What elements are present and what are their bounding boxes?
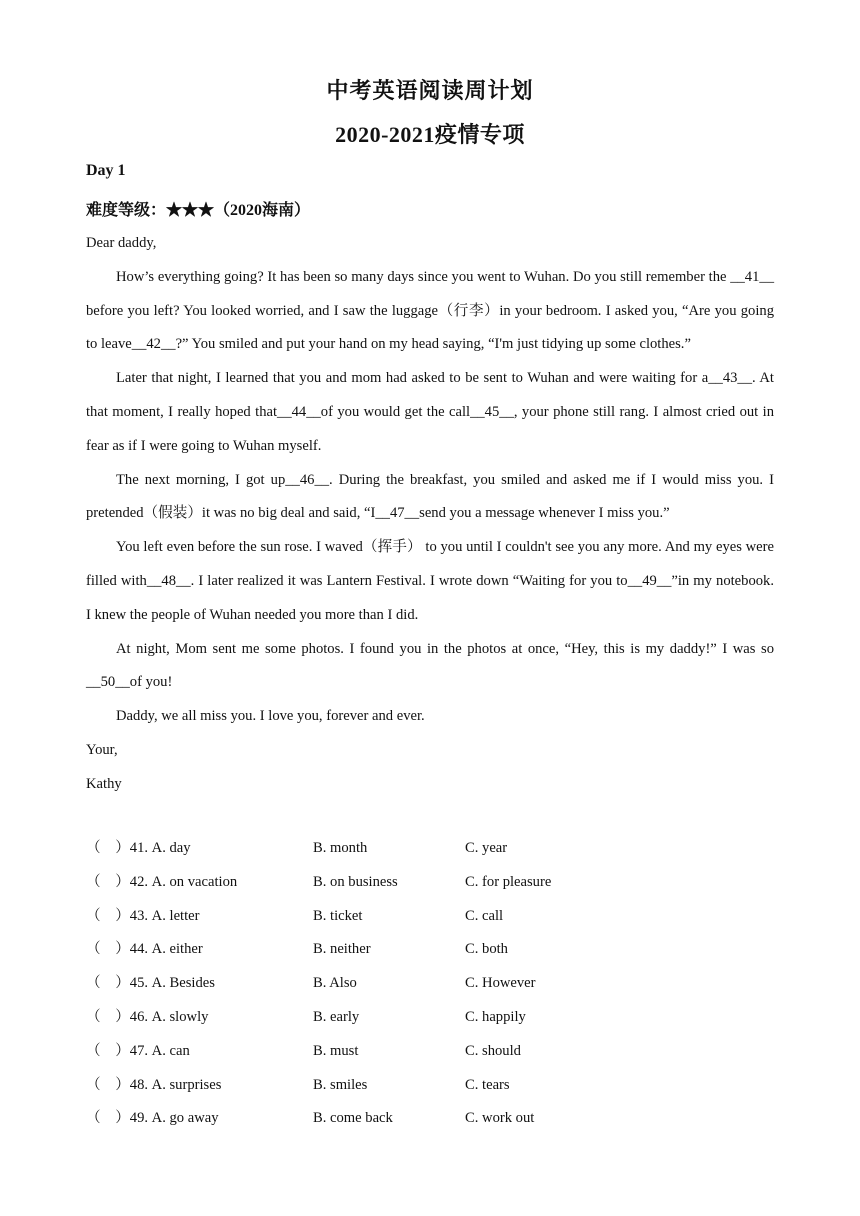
option-c: C. call: [465, 907, 504, 924]
letter-paragraph: Daddy, we all miss you. I love you, forever and ever.: [116, 708, 425, 725]
option-row-46: [86, 1001, 786, 1035]
difficulty-level: 难度等级：★★★（2020海南）: [86, 202, 311, 219]
letter-paragraph: How’s everything going? It has been so many days since you went to Wuhan. Do you still remember the __41__ before you left? You looked worried, and I saw the luggage（行李）in your bedroom. I asked you, “Are you going to leave__42__?” You smiled and put your hand on my head saying, “I'm just tidying up some clothes.”: [86, 268, 774, 353]
option-b: B. smiles: [313, 1076, 368, 1093]
option-b: B. on business: [313, 873, 398, 890]
option-a: （ ）41. A. day: [86, 840, 191, 856]
option-a: （ ）42. A. on vacation: [86, 873, 238, 890]
option-row-47: [86, 1035, 786, 1069]
option-row-45: [86, 967, 786, 1001]
option-c: C. happily: [465, 1008, 526, 1025]
option-row-48: [86, 1069, 786, 1103]
answer-options: [86, 832, 786, 1136]
option-row-49: [86, 1102, 786, 1136]
option-b: B. must: [313, 1042, 359, 1059]
option-a: （ ）43. A. letter: [86, 907, 200, 924]
option-c: C. both: [465, 941, 508, 958]
option-c: C. for pleasure: [465, 873, 552, 890]
letter-closing: Your,: [86, 741, 118, 758]
letter-paragraph: Later that night, I learned that you and mom had asked to be sent to Wuhan and were waiting for a__43__. At that moment, I really hoped that__44__of you would get the call__45__, your phone still rang. I almost cried out in fear as if I were going to Wuhan myself.: [86, 370, 774, 454]
option-c: C. tears: [465, 1076, 510, 1093]
day-heading: Day 1: [86, 162, 126, 179]
letter-greeting: Dear daddy,: [86, 235, 157, 251]
option-a: （ ）44. A. either: [86, 941, 203, 958]
letter-paragraph: You left even before the sun rose. I waved（挥手） to you until I couldn't see you any more. And my eyes were filled with__48__. I later realized it was Lantern Festival. I wrote down “Waiting for you to__49__”in my notebook. I knew the people of Wuhan needed you more than I did.: [86, 539, 774, 623]
option-c: C. year: [465, 840, 508, 856]
option-a: （ ）47. A. can: [86, 1042, 190, 1059]
option-a: （ ）45. A. Besides: [86, 975, 215, 992]
letter-paragraph: The next morning, I got up__46__. During the breakfast, you smiled and asked me if I would miss you. I pretended（假装）it was no big deal and said, “I__47__send you a message whenever I miss you.”: [86, 471, 774, 522]
letter-signature: Kathy: [86, 775, 122, 792]
option-row-42: [86, 866, 786, 900]
option-b: B. month: [313, 840, 368, 856]
option-b: B. ticket: [313, 907, 363, 924]
option-a: （ ）46. A. slowly: [86, 1008, 209, 1025]
option-c: C. work out: [465, 1110, 535, 1127]
option-a: （ ）49. A. go away: [86, 1110, 219, 1127]
option-b: B. Also: [313, 975, 357, 992]
letter-body: [86, 227, 774, 802]
option-row-44: [86, 933, 786, 967]
option-row-43: [86, 900, 786, 934]
option-a: （ ）48. A. surprises: [86, 1076, 222, 1093]
option-c: C. should: [465, 1042, 521, 1059]
document-subtitle: 2020-2021疫情专项: [335, 122, 525, 147]
option-b: B. neither: [313, 941, 371, 958]
option-b: B. early: [313, 1008, 360, 1025]
letter-paragraph: At night, Mom sent me some photos. I found you in the photos at once, “Hey, this is my daddy!” I was so __50__of you!: [86, 640, 774, 691]
option-row-41: [86, 832, 786, 866]
option-c: C. However: [465, 975, 536, 992]
option-b: B. come back: [313, 1110, 393, 1127]
document-title: 中考英语阅读周计划: [326, 78, 534, 103]
